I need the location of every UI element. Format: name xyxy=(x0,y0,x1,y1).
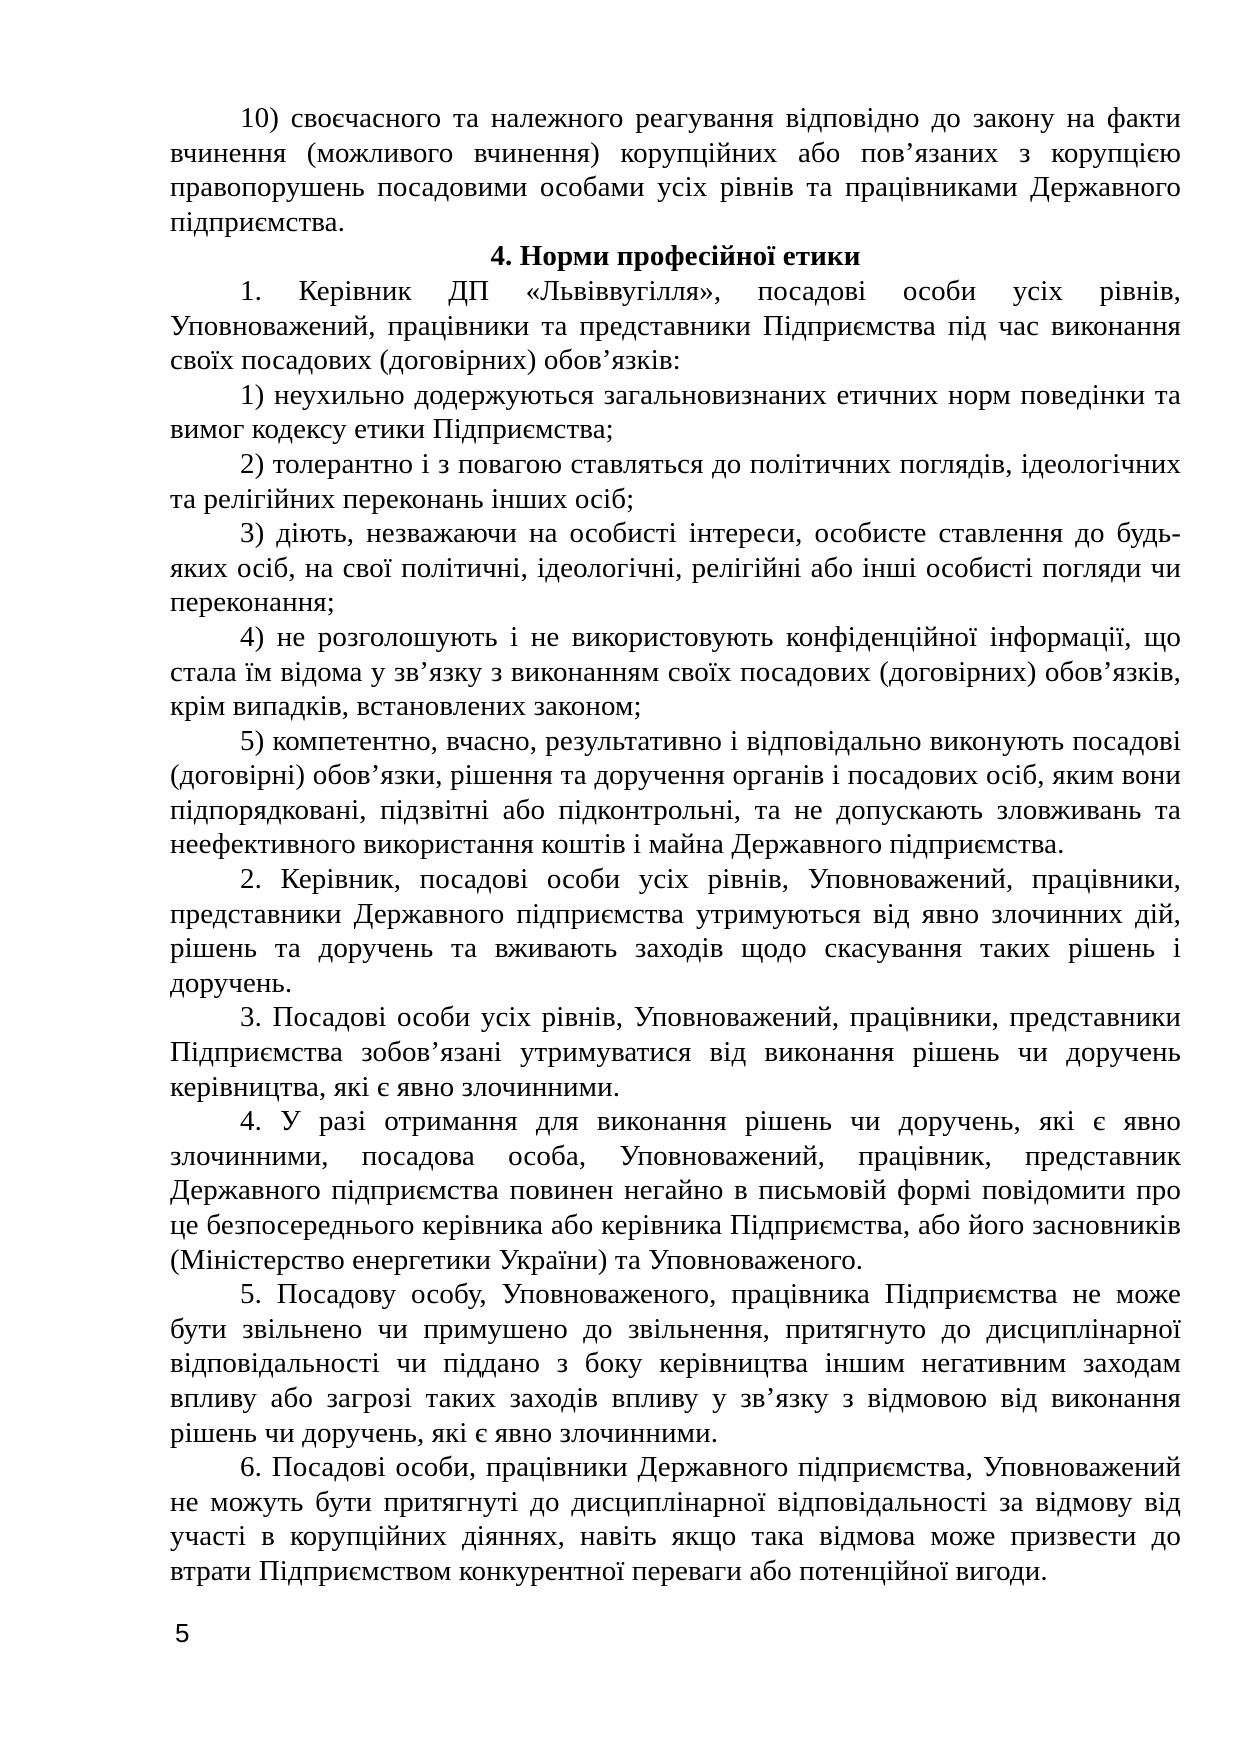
page-number: 5 xyxy=(175,1618,190,1648)
document-body xyxy=(170,101,1181,1589)
paragraph-point-5: 5. Посадову особу, Уповноваженого, працівника Підприємства не може бути звільнено чи примушено до звільнення, притягнуто до дисциплінарної відповідальності чи піддано з боку керівництва іншим негативним заходам впливу або загрозі таких заходів впливу у зв’язку з відмовою від виконання рішень чи доручень, які є явно злочинними. xyxy=(170,1278,1181,1449)
section-heading-4: 4. Норми професійної етики xyxy=(490,240,861,273)
paragraph-subclause-5: 5) компетентно, вчасно, результативно і відповідально виконують посадові (договірні) обов’язки, рішення та доручення органів і посадових осіб, яким вони підпорядковані, підзвітні або підконтрольні, та не допускають зловживань та неефективного використання коштів і майна Державного підприємства. xyxy=(170,724,1181,861)
paragraph-subclause-4: 4) не розголошують і не використовують конфіденційної інформації, що стала їм відома у зв’язку з виконанням своїх посадових (договірних) обов’язків, крім випадків, встановлених законом; xyxy=(170,620,1181,723)
paragraph-subclause-1: 1) неухильно додержуються загальновизнаних етичних норм поведінки та вимог кодексу етики Підприємства; xyxy=(170,378,1181,446)
paragraph-point-4: 4. У разі отримання для виконання рішень чи доручень, які є явно злочинними, посадова особа, Уповноважений, працівник, представник Державного підприємства повинен негайно в письмовій формі повідомити про це безпосереднього керівника або керівника Підприємства, або його засновників (Міністерство енергетики України) та Уповноваженого. xyxy=(170,1105,1181,1276)
paragraph-point-6: 6. Посадові особи, працівники Державного підприємства, Уповноважений не можуть бути притягнуті до дисциплінарної відповідальності за відмову від участі в корупційних діяннях, навіть якщо така відмова може призвести до втрати Підприємством конкурентної переваги або потенційної вигоди. xyxy=(170,1451,1181,1587)
paragraph-point-2: 2. Керівник, посадові особи усіх рівнів, Уповноважений, працівники, представники Державного підприємства утримуються від явно злочинних дій, рішень та доручень та вживають заходів щодо скасування таких рішень і доручень. xyxy=(170,863,1181,999)
paragraph-point-1: 1. Керівник ДП «Львіввугілля», посадові особи усіх рівнів, Уповноважений, працівники та представники Підприємства під час виконання своїх посадових (договірних) обов’язків: xyxy=(170,274,1181,377)
paragraph-subclause-2: 2) толерантно і з повагою ставляться до політичних поглядів, ідеологічних та релігійних переконань інших осіб; xyxy=(170,447,1181,515)
paragraph-point-3: 3. Посадові особи усіх рівнів, Уповноважений, працівники, представники Підприємства зобов’язані утримуватися від виконання рішень чи доручень керівництва, які є явно злочинними. xyxy=(170,1001,1181,1103)
paragraph-clause-10: 10) своєчасного та належного реагування відповідно до закону на факти вчинення (можливого вчинення) корупційних або пов’язаних з корупцією правопорушень посадовими особами усіх рівнів та працівниками Державного підприємства. xyxy=(170,102,1181,238)
paragraph-subclause-3: 3) діють, незважаючи на особисті інтереси, особисте ставлення до будь-яких осіб, на свої політичні, ідеологічні, релігійні або інші особисті погляди чи переконання; xyxy=(170,517,1181,619)
